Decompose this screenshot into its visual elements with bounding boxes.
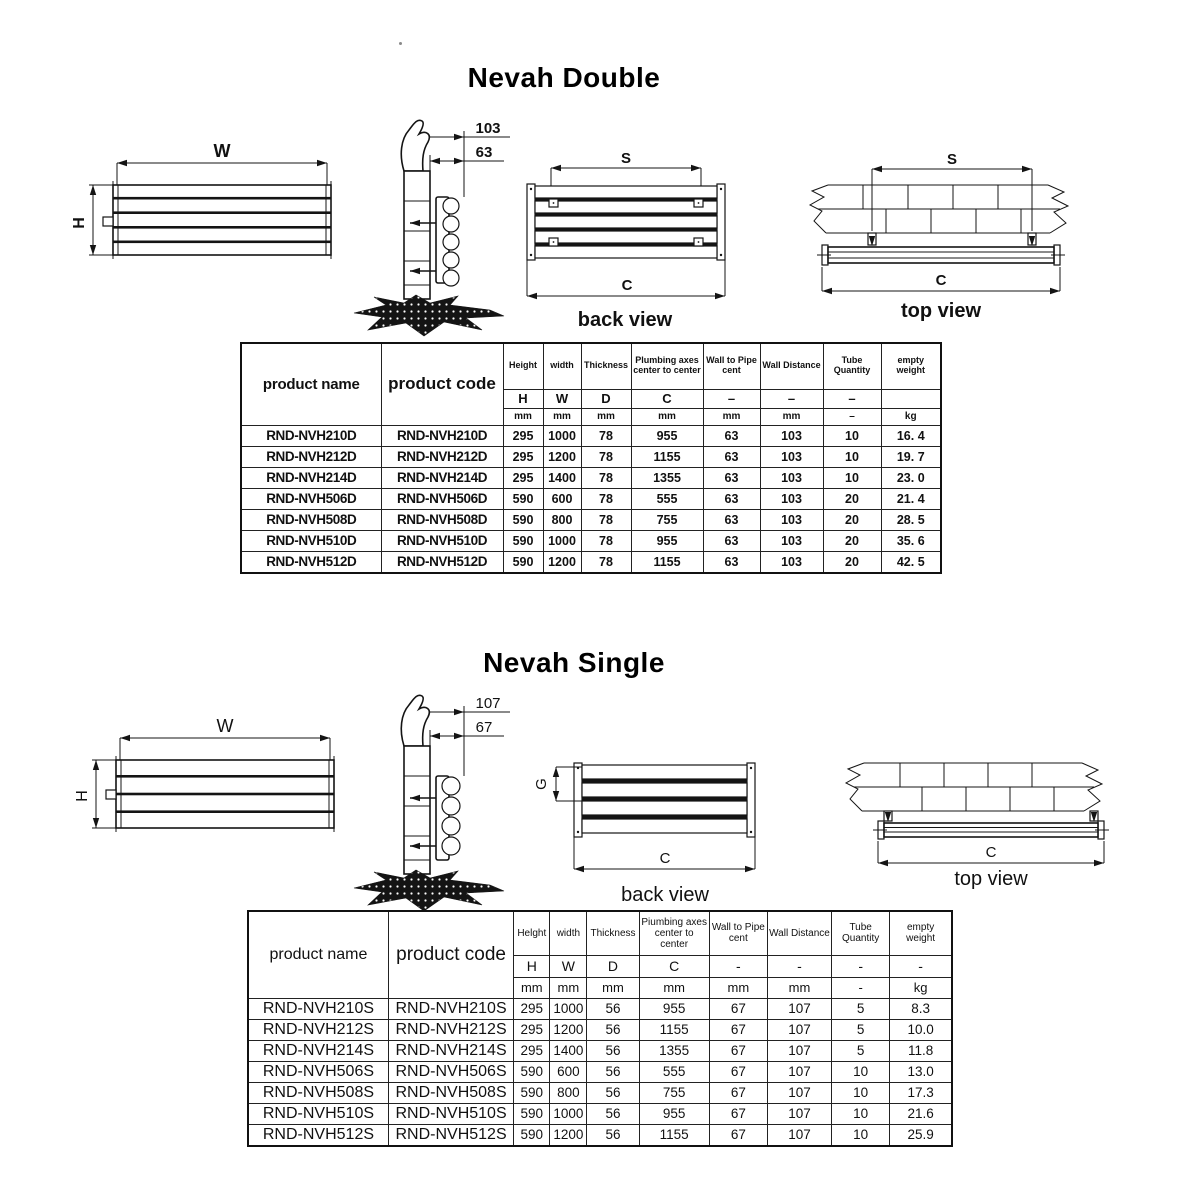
w-dimension: [117, 141, 327, 185]
symbol-width: W: [550, 955, 587, 977]
table-cell: 1355: [631, 467, 703, 488]
table-cell: RND-NVH506S: [388, 1061, 513, 1082]
dim-label-c: C: [935, 272, 947, 289]
dim-label-g: G: [533, 778, 550, 790]
side-view-drawing-double: [352, 105, 517, 345]
table-cell: RND-NVH210S: [388, 998, 513, 1019]
table-cell: 20: [823, 530, 881, 551]
table-cell: 16. 4: [881, 425, 941, 446]
table-cell: 103: [760, 425, 823, 446]
table-cell: 35. 6: [881, 530, 941, 551]
table-cell: 67: [709, 1040, 767, 1061]
table-cell: 10: [823, 425, 881, 446]
table-cell: 78: [581, 530, 631, 551]
table-cell: 1155: [639, 1019, 709, 1040]
table-row: [241, 425, 941, 446]
table-cell: 67: [709, 1103, 767, 1124]
table-cell: 755: [639, 1082, 709, 1103]
symbol-empty-weight: [881, 389, 941, 408]
c-dimension: [527, 260, 725, 299]
table-cell: 590: [503, 551, 543, 573]
table-cell: 107: [767, 1061, 831, 1082]
table-cell: 63: [703, 425, 760, 446]
c-dimension: [878, 841, 1104, 866]
table-cell: 295: [514, 1040, 550, 1061]
radiator-back: [527, 184, 725, 260]
table-cell: 295: [514, 998, 550, 1019]
table-cell: RND-NVH508S: [388, 1082, 513, 1103]
col-header-wall-distance: Wall Distance: [760, 343, 823, 389]
dim-label-wall-distance: 107: [475, 695, 501, 712]
section-title-double: Nevah Double: [467, 62, 661, 93]
symbol-wall-distance: –: [760, 389, 823, 408]
table-cell: RND-NVH510D: [241, 530, 381, 551]
col-header-plumbing: Piumbing axes center to center: [639, 911, 709, 955]
single-table-body: [248, 998, 952, 1146]
unit-width: mm: [550, 977, 587, 998]
table-cell: RND-NVH508D: [241, 509, 381, 530]
table-cell: 78: [581, 467, 631, 488]
table-cell: 56: [587, 998, 639, 1019]
table-cell: RND-NVH210D: [241, 425, 381, 446]
col-header-thickness: Thickness: [587, 911, 639, 955]
radiator-top: [817, 245, 1065, 265]
mounting-brackets: [884, 811, 1098, 822]
table-cell: 5: [832, 1040, 890, 1061]
table-cell: RND-NVH510S: [248, 1103, 388, 1124]
table-cell: 107: [767, 1124, 831, 1146]
col-header-width: width: [550, 911, 587, 955]
table-cell: 10: [832, 1103, 890, 1124]
table-cell: 955: [639, 1103, 709, 1124]
table-row: [248, 1040, 952, 1061]
table-cell: 590: [503, 530, 543, 551]
table-cell: 1200: [550, 1019, 587, 1040]
table-row: [241, 446, 941, 467]
table-cell: 67: [709, 1082, 767, 1103]
dim-label-s: S: [620, 150, 632, 167]
radiator-top: [873, 821, 1109, 839]
unit-tube-quantity: -: [832, 977, 890, 998]
table-cell: 295: [503, 467, 543, 488]
table-row: [241, 467, 941, 488]
table-cell: 78: [581, 446, 631, 467]
table-cell: 955: [639, 998, 709, 1019]
stray-mark: [399, 42, 402, 45]
table-cell: 590: [514, 1103, 550, 1124]
table-cell: 63: [703, 488, 760, 509]
table-cell: RND-NVH506S: [248, 1061, 388, 1082]
table-cell: 56: [587, 1019, 639, 1040]
col-header-height: Height: [503, 343, 543, 389]
table-cell: 63: [703, 530, 760, 551]
table-row: [241, 551, 941, 573]
top-view-drawing-double: [798, 143, 1093, 328]
table-cell: 1400: [550, 1040, 587, 1061]
col-header-empty-weight: empty weight: [881, 343, 941, 389]
radiator-body: [106, 756, 334, 832]
col-header-product-name: product name: [241, 343, 381, 425]
wall-hatch-splat: [354, 870, 504, 911]
symbol-wall-to-pipe: -: [709, 955, 767, 977]
table-cell: RND-NVH508S: [248, 1082, 388, 1103]
front-view-drawing-single: [58, 708, 353, 868]
table-cell: 67: [709, 1019, 767, 1040]
table-cell: 1200: [543, 551, 581, 573]
table-cell: 78: [581, 509, 631, 530]
table-cell: 955: [631, 425, 703, 446]
top-view-caption: top view: [900, 300, 982, 322]
table-cell: 56: [587, 1124, 639, 1146]
unit-wall-to-pipe: mm: [709, 977, 767, 998]
table-cell: 56: [587, 1040, 639, 1061]
symbol-tube-quantity: -: [832, 955, 890, 977]
c-dimension: [574, 837, 755, 872]
single-spec-table: [247, 910, 953, 1147]
col-header-wall-distance: Wall Distance: [767, 911, 831, 955]
table-cell: 21. 4: [881, 488, 941, 509]
table-cell: 1000: [543, 425, 581, 446]
dim-label-c: C: [621, 277, 633, 294]
table-cell: 800: [543, 509, 581, 530]
radiator-profile: [401, 695, 460, 874]
back-view-caption: back view: [577, 309, 673, 331]
radiator-profile: [401, 120, 459, 299]
table-row: [248, 1019, 952, 1040]
table-cell: 107: [767, 1103, 831, 1124]
table-cell: 67: [709, 1061, 767, 1082]
table-cell: RND-NVH512D: [381, 551, 503, 573]
table-cell: 67: [709, 1124, 767, 1146]
table-cell: 20: [823, 509, 881, 530]
table-cell: 590: [514, 1061, 550, 1082]
table-cell: 17.3: [890, 1082, 952, 1103]
table-cell: 10: [832, 1082, 890, 1103]
table-cell: RND-NVH214S: [388, 1040, 513, 1061]
symbol-wall-distance: -: [767, 955, 831, 977]
unit-wall-distance: mm: [767, 977, 831, 998]
dim-label-w: W: [213, 141, 231, 161]
unit-height: mm: [503, 408, 543, 425]
unit-wall-distance: mm: [760, 408, 823, 425]
dim-label-h: H: [74, 790, 91, 802]
table-row: [241, 530, 941, 551]
dim-label-c: C: [985, 844, 997, 861]
table-cell: 1400: [543, 467, 581, 488]
table-cell: 103: [760, 488, 823, 509]
symbol-plumbing: C: [631, 389, 703, 408]
table-cell: 10: [832, 1061, 890, 1082]
table-row: [241, 488, 941, 509]
col-header-product-code: product code: [381, 343, 503, 425]
double-table-body: [241, 425, 941, 573]
table-cell: 11.8: [890, 1040, 952, 1061]
symbol-thickness: D: [581, 389, 631, 408]
section-title-single: Nevah Single: [483, 647, 665, 678]
table-cell: 1155: [631, 446, 703, 467]
table-cell: 28. 5: [881, 509, 941, 530]
table-cell: RND-NVH214D: [241, 467, 381, 488]
table-cell: RND-NVH212D: [241, 446, 381, 467]
dim-label-wall-distance: 103: [475, 120, 501, 137]
col-header-thickness: Thickness: [581, 343, 631, 389]
table-cell: 590: [503, 488, 543, 509]
unit-plumbing: mm: [631, 408, 703, 425]
table-cell: 1000: [543, 530, 581, 551]
c-dimension: [822, 267, 1060, 294]
table-row: [241, 509, 941, 530]
s-dimension: [872, 151, 1032, 231]
back-view-drawing-double: [505, 146, 755, 336]
table-cell: 42. 5: [881, 551, 941, 573]
table-cell: 107: [767, 998, 831, 1019]
unit-thickness: mm: [581, 408, 631, 425]
symbol-thickness: D: [587, 955, 639, 977]
symbol-tube-quantity: –: [823, 389, 881, 408]
table-cell: 1200: [550, 1124, 587, 1146]
table-cell: 103: [760, 467, 823, 488]
table-cell: RND-NVH212D: [381, 446, 503, 467]
top-view-caption: top view: [954, 868, 1028, 890]
table-cell: RND-NVH210S: [248, 998, 388, 1019]
table-cell: 755: [631, 509, 703, 530]
back-view-drawing-single: [532, 743, 797, 913]
symbol-width: W: [543, 389, 581, 408]
table-cell: 295: [503, 425, 543, 446]
table-cell: 78: [581, 551, 631, 573]
col-header-wall-to-pipe: Wall to Pipe cent: [709, 911, 767, 955]
table-cell: 78: [581, 425, 631, 446]
symbol-height: H: [514, 955, 550, 977]
col-header-plumbing: Plumbing axes center to center: [631, 343, 703, 389]
top-view-drawing-single: [832, 733, 1122, 893]
col-header-product-code: product code: [388, 911, 513, 998]
dim-label-wall-to-pipe: 63: [475, 144, 493, 161]
table-cell: 1200: [543, 446, 581, 467]
table-cell: 103: [760, 446, 823, 467]
table-cell: 107: [767, 1040, 831, 1061]
table-cell: 10: [832, 1124, 890, 1146]
symbol-plumbing: C: [639, 955, 709, 977]
table-cell: RND-NVH212S: [248, 1019, 388, 1040]
table-cell: 1155: [639, 1124, 709, 1146]
table-cell: 295: [514, 1019, 550, 1040]
w-dimension: [120, 716, 330, 760]
table-row: [248, 1061, 952, 1082]
symbol-wall-to-pipe: –: [703, 389, 760, 408]
table-cell: 20: [823, 488, 881, 509]
double-spec-table: [240, 342, 942, 574]
unit-width: mm: [543, 408, 581, 425]
unit-tube-quantity: –: [823, 408, 881, 425]
table-cell: 13.0: [890, 1061, 952, 1082]
dim-label-s: S: [946, 151, 958, 168]
side-view-drawing-single: [352, 680, 517, 920]
table-row: [248, 1103, 952, 1124]
table-cell: RND-NVH214D: [381, 467, 503, 488]
table-cell: 67: [709, 998, 767, 1019]
table-cell: 10: [823, 467, 881, 488]
col-header-wall-to-pipe: Wall to Pipe cent: [703, 343, 760, 389]
table-cell: RND-NVH512S: [248, 1124, 388, 1146]
table-cell: 5: [832, 998, 890, 1019]
table-cell: 590: [514, 1082, 550, 1103]
table-row: [248, 1082, 952, 1103]
unit-thickness: mm: [587, 977, 639, 998]
radiator-back: [574, 763, 755, 837]
table-cell: 1355: [639, 1040, 709, 1061]
table-cell: RND-NVH510S: [388, 1103, 513, 1124]
table-cell: 955: [631, 530, 703, 551]
table-cell: 555: [631, 488, 703, 509]
table-cell: 19. 7: [881, 446, 941, 467]
table-cell: 63: [703, 551, 760, 573]
table-cell: 107: [767, 1082, 831, 1103]
table-cell: 56: [587, 1103, 639, 1124]
table-cell: 103: [760, 530, 823, 551]
dim-label-wall-to-pipe: 67: [475, 719, 493, 736]
table-cell: 56: [587, 1061, 639, 1082]
table-cell: 21.6: [890, 1103, 952, 1124]
table-cell: 590: [514, 1124, 550, 1146]
col-header-tube-quantity: Tube Quantity: [823, 343, 881, 389]
table-cell: 20: [823, 551, 881, 573]
table-cell: RND-NVH512D: [241, 551, 381, 573]
table-cell: 600: [543, 488, 581, 509]
wall-section: [846, 763, 1102, 811]
col-header-tube-quantity: Tube Quantity: [832, 911, 890, 955]
wall-hatch-splat: [354, 295, 504, 336]
table-cell: RND-NVH214S: [248, 1040, 388, 1061]
table-cell: RND-NVH210D: [381, 425, 503, 446]
table-cell: RND-NVH506D: [241, 488, 381, 509]
unit-empty-weight: kg: [890, 977, 952, 998]
table-cell: RND-NVH212S: [388, 1019, 513, 1040]
dim-label-h: H: [71, 217, 88, 229]
table-cell: 590: [503, 509, 543, 530]
table-cell: 63: [703, 446, 760, 467]
mounting-brackets: [868, 233, 1036, 246]
dim-label-c: C: [659, 850, 671, 867]
col-header-empty-weight: empty weight: [890, 911, 952, 955]
table-cell: RND-NVH506D: [381, 488, 503, 509]
table-row: [248, 1124, 952, 1146]
table-cell: 5: [832, 1019, 890, 1040]
table-cell: 1000: [550, 1103, 587, 1124]
col-header-width: width: [543, 343, 581, 389]
table-row: [248, 998, 952, 1019]
wall-section: [810, 185, 1068, 233]
symbol-empty-weight: -: [890, 955, 952, 977]
table-cell: 1000: [550, 998, 587, 1019]
table-cell: 107: [767, 1019, 831, 1040]
dim-label-w: W: [216, 716, 234, 736]
table-cell: 63: [703, 467, 760, 488]
table-cell: 295: [503, 446, 543, 467]
col-header-product-name: product name: [248, 911, 388, 998]
table-cell: RND-NVH512S: [388, 1124, 513, 1146]
table-cell: 78: [581, 488, 631, 509]
table-cell: RND-NVH510D: [381, 530, 503, 551]
table-cell: 800: [550, 1082, 587, 1103]
unit-plumbing: mm: [639, 977, 709, 998]
unit-wall-to-pipe: mm: [703, 408, 760, 425]
table-cell: 56: [587, 1082, 639, 1103]
table-cell: 8.3: [890, 998, 952, 1019]
table-cell: RND-NVH508D: [381, 509, 503, 530]
unit-height: mm: [514, 977, 550, 998]
table-cell: 103: [760, 551, 823, 573]
table-cell: 25.9: [890, 1124, 952, 1146]
table-cell: 1155: [631, 551, 703, 573]
radiator-body: [103, 181, 331, 259]
symbol-height: H: [503, 389, 543, 408]
table-cell: 555: [639, 1061, 709, 1082]
table-cell: 10.0: [890, 1019, 952, 1040]
table-cell: 23. 0: [881, 467, 941, 488]
table-cell: 600: [550, 1061, 587, 1082]
front-view-drawing-double: [55, 133, 350, 293]
col-header-height: Helght: [514, 911, 550, 955]
table-cell: 63: [703, 509, 760, 530]
table-cell: 10: [823, 446, 881, 467]
back-view-caption: back view: [621, 884, 709, 906]
unit-empty-weight: kg: [881, 408, 941, 425]
table-cell: 103: [760, 509, 823, 530]
